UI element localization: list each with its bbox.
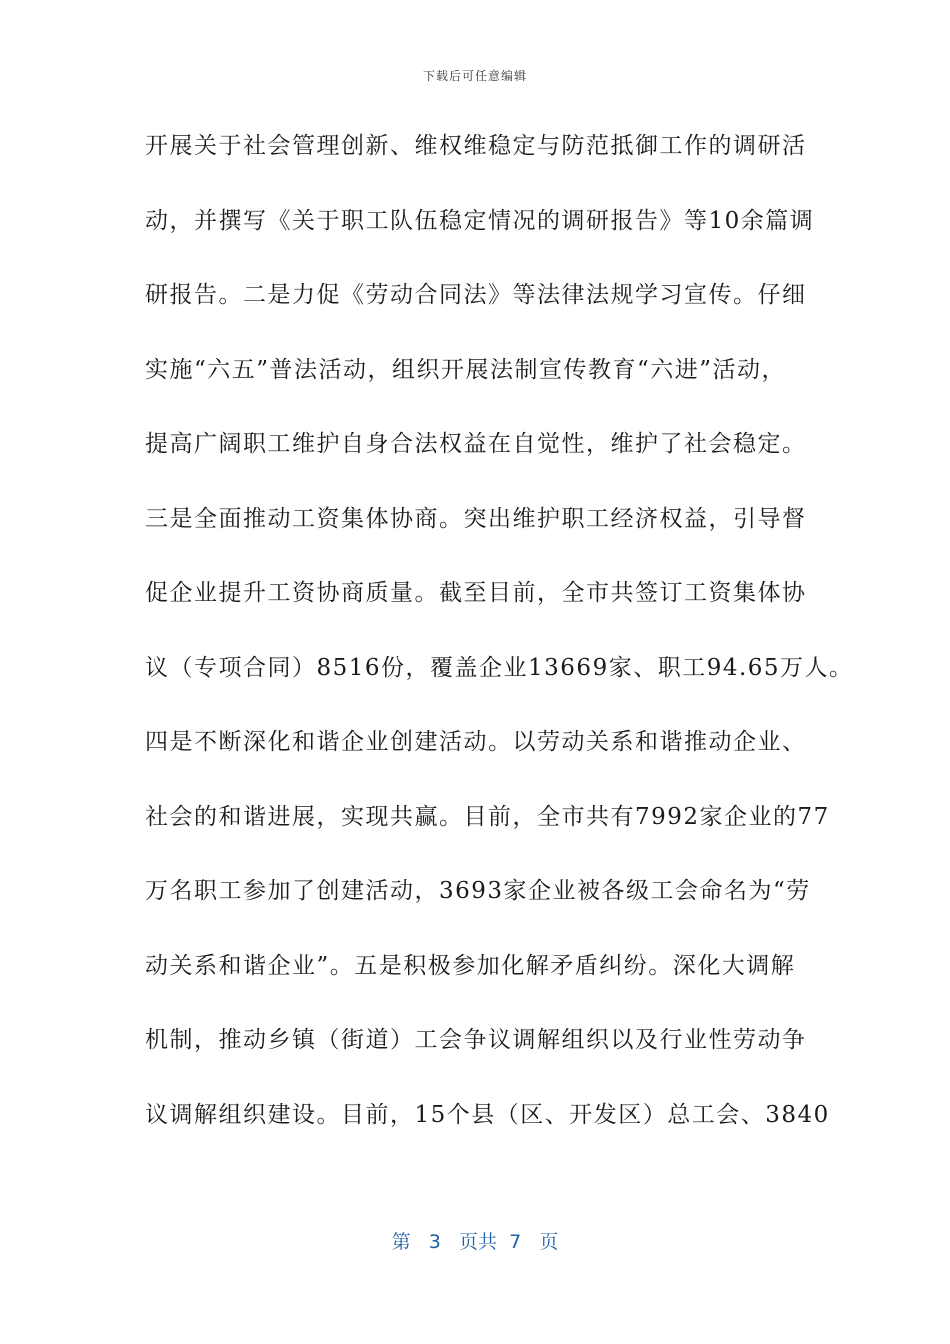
- header-note: 下载后可任意编辑: [422, 69, 527, 83]
- text-line: 促企业提升工资协商质量。截至目前，全市共签订工资集体协: [145, 580, 807, 606]
- text-line: 动关系和谐企业”。五是积极参加化解矛盾纠纷。深化大调解: [145, 952, 796, 979]
- text-line: 万名职工参加了创建活动，3693家企业被各级工会命名为“劳: [145, 878, 811, 904]
- text-line: 研报告。二是力促《劳动合同法》等法律法规学习宣传。仔细: [145, 282, 807, 308]
- current-page-number: 3: [428, 1231, 441, 1253]
- total-pages-number: 7: [509, 1231, 522, 1253]
- text-line: 提高广阔职工维护自身合法权益在自觉性，维护了社会稳定。: [145, 431, 807, 457]
- footer-suffix: 页: [539, 1231, 559, 1253]
- footer-middle: 页共: [459, 1231, 498, 1253]
- text-line: 社会的和谐进展，实现共赢。目前，全市共有7992家企业的77: [145, 803, 830, 830]
- text-line: 三是全面推动工资集体协商。突出维护职工经济权益，引导督: [145, 505, 807, 532]
- text-line: 议调解组织建设。目前，15个县（区、开发区）总工会、3840: [145, 1101, 830, 1128]
- text-line: 实施“六五”普法活动，组织开展法制宣传教育“六进”活动，: [145, 356, 787, 383]
- text-line: 开展关于社会管理创新、维权维稳定与防范抵御工作的调研活: [145, 133, 807, 159]
- text-line: 议（专项合同）8516份，覆盖企业13669家、职工94.65万人。: [145, 654, 854, 681]
- footer-prefix: 第: [391, 1231, 411, 1253]
- text-line: 四是不断深化和谐企业创建活动。以劳动关系和谐推动企业、: [145, 729, 807, 755]
- text-line: 动，并撰写《关于职工队伍稳定情况的调研报告》等10余篇调: [145, 207, 815, 234]
- page-number-footer: [0, 1227, 950, 1254]
- text-line: 机制，推动乡镇（街道）工会争议调解组织以及行业性劳动争: [145, 1027, 807, 1053]
- body-text: [145, 128, 854, 1171]
